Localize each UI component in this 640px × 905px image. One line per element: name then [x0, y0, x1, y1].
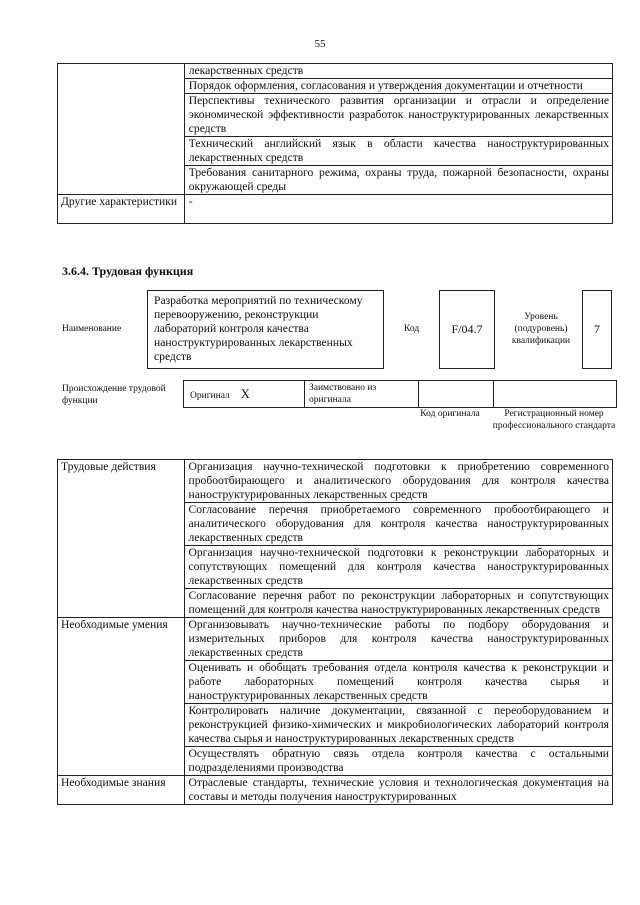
table-cell: Организация научно-технической подготовки к реконструкции лабораторных и сопутствующих помещений для контроля качества наноструктурированных лекарственных средств [184, 546, 612, 589]
table-cell: Организовывать научно-технические работы по подбору оборудования и измерительных приборов для контроля качества наноструктурированных лекарственных средств [184, 618, 612, 661]
table-cell: Согласование перечня работ по реконструкции лабораторных и сопутствующих помещений для контроля качества наноструктурированных лекарственных средств [184, 589, 612, 618]
name-value-box: Разработка мероприятий по техническому перевооружению, реконструкции лабораторий контроля качества наноструктурированных лекарственных средств [147, 290, 384, 369]
origin-label: Происхождение трудовой функции [62, 384, 166, 406]
table-cell: Осуществлять обратную связь отдела контроля качества с остальными подразделениями производства [184, 747, 612, 776]
borrowed-label: Заимствовано из оригинала [305, 381, 419, 408]
code-caption: Код оригинала [420, 409, 480, 419]
required-knowledge-label: Необходимые знания [58, 776, 185, 805]
table-cell: Организация научно-технической подготовки к приобретению современного пробоотбирающего и аналитического оборудования для контроля качества наноструктурированных лекарственных средств [184, 460, 612, 503]
original-code-cell [419, 381, 494, 408]
name-label: Наименование [62, 324, 122, 334]
table-cell: Технический английский язык в области качества наноструктурированных лекарственных средств [184, 137, 612, 166]
level-value: 7 [594, 322, 600, 336]
page-number: 55 [314, 38, 326, 50]
table-cell: Требования санитарного режима, охраны труда, пожарной безопасности, охраны окружающей среды [184, 166, 612, 195]
registration-number-cell [494, 381, 617, 408]
top-table [57, 63, 613, 224]
top-table-left-cell [58, 64, 185, 195]
table-cell: Контролировать наличие документации, связанной с переоборудованием и реконструкцией физико-химических и микробиологических лабораторий контроля качества сырья и наноструктурированных лекарственных средств [184, 704, 612, 747]
table-cell: Перспективы технического развития организации и отрасли и определение экономической эффективности разработок наноструктурированных лекарственных средств [184, 94, 612, 137]
original-cell [184, 381, 305, 408]
table-cell: лекарственных средств [184, 64, 612, 79]
origin-table [183, 380, 617, 408]
table-cell: Отраслевые стандарты, технические условия и технологическая документация на составы и методы получения наноструктурированных [184, 776, 612, 805]
required-skills-label: Необходимые умения [58, 618, 185, 776]
other-characteristics-label: Другие характеристики [58, 195, 185, 224]
level-label: Уровень (подуровень) квалификации [511, 312, 571, 346]
registration-caption: Регистрационный номер профессионального стандарта [492, 409, 616, 431]
table-cell: - [184, 195, 612, 224]
section-heading: 3.6.4. Трудовая функция [62, 264, 194, 278]
original-label: Оригинал [190, 390, 230, 401]
table-cell: Порядок оформления, согласования и утверждения документации и отчетности [184, 79, 612, 94]
main-table [57, 459, 613, 805]
level-value-box [582, 290, 612, 369]
code-value: F/04.7 [451, 322, 483, 336]
table-cell: Согласование перечня приобретаемого современного пробоотбирающего и аналитического оборудования для контроля качества наноструктурированных лекарственных средств [184, 503, 612, 546]
code-value-box [439, 290, 495, 369]
code-label: Код [404, 324, 420, 334]
table-cell: Оценивать и обобщать требования отдела контроля качества к реконструкции и работе лабораторных помещений контроля качества сырья и наноструктурированных лекарственных средств [184, 661, 612, 704]
original-mark: X [240, 386, 250, 401]
labor-actions-label: Трудовые действия [58, 460, 185, 618]
